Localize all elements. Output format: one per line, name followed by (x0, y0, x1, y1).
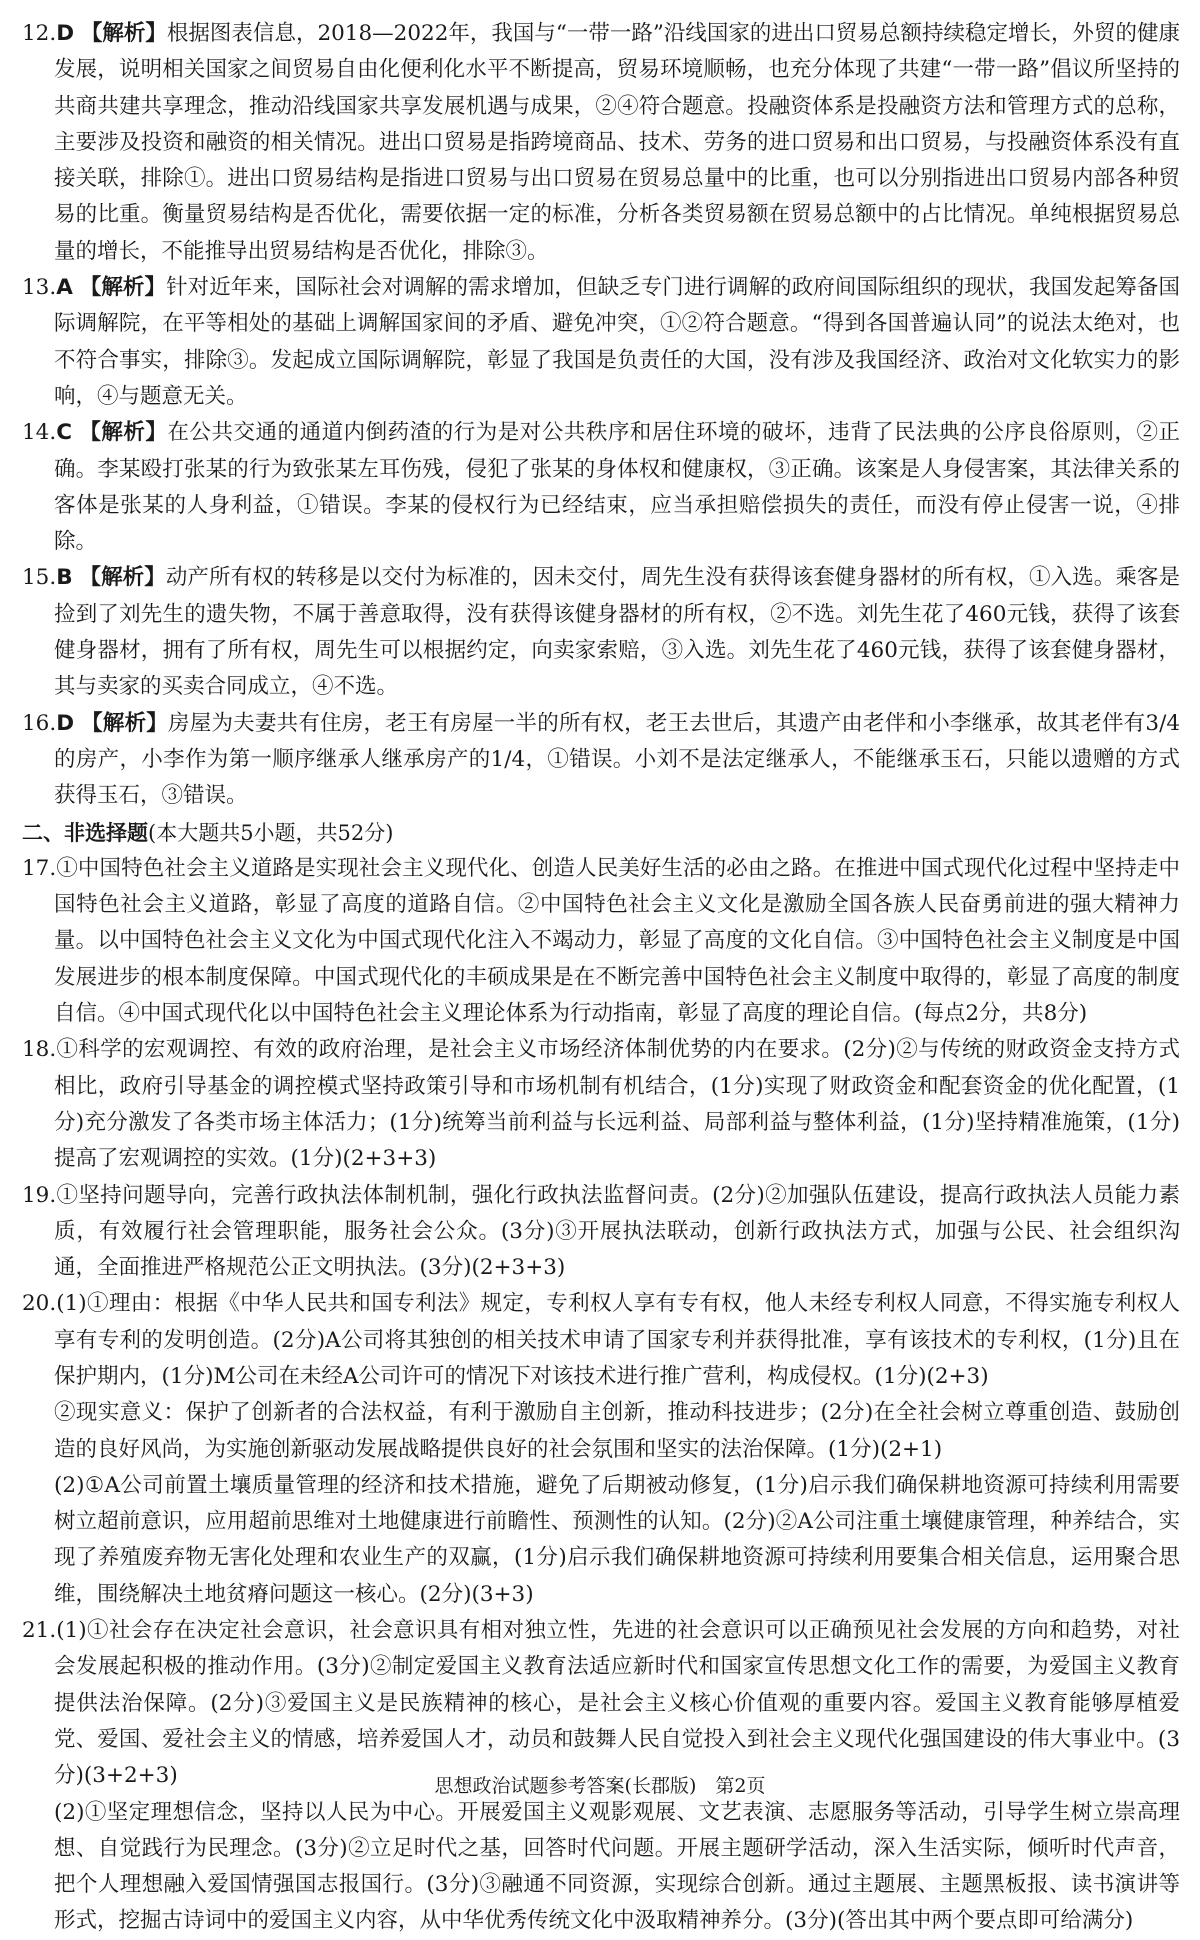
analysis-tag: 【解析】 (79, 275, 167, 301)
analysis-tag: 【解析】 (79, 565, 166, 591)
essay-answer-19 (22, 1178, 1180, 1287)
essay-answer-17 (22, 851, 1180, 1032)
answer-letter: C (56, 420, 72, 446)
answer-item-12 (22, 16, 1180, 270)
item-number: 14. (22, 420, 57, 446)
answer-text: ①中国特色社会主义道路是实现社会主义现代化、创造人民美好生活的必由之路。在推进中国式现代化过程中坚持走中国特色社会主义道路，彰显了高度的道路自信。②中国特色社会主义文化是激励全国各族人民奋勇前进的强大精神力量。以中国特色社会主义文化为中国式现代化注入不竭动力，彰显了高度的文化自信。③中国特色社会主义制度是中国发展进步的根本制度保障。中国式现代化的丰硕成果是在不断完善中国特色社会主义制度中取得的，彰显了高度的制度自信。④中国式现代化以中国特色社会主义理论体系为行动指南，彰显了高度的理论自信。(每点2分，共8分) (54, 855, 1180, 1027)
item-number: 15. (22, 565, 57, 591)
item-number: 20. (22, 1291, 57, 1317)
section-title: 二、非选择题 (22, 820, 148, 845)
answer-text: ①坚持问题导向，完善行政执法体制机制，强化行政执法监督问责。(2分)②加强队伍建设，提高行政执法人员能力素质，有效履行社会管理职能，服务社会公众。(3分)③开展执法联动，创新行政执法方式，加强与公民、社会组织沟通，全面推进严格规范公正文明执法。(3分)(2+3+3) (54, 1182, 1180, 1281)
answer-paragraph: (2)①坚定理想信念，坚持以人民为中心。开展爱国主义观影观展、文艺表演、志愿服务等活动，引导学生树立崇高理想、自觉践行为民理念。(3分)②立足时代之基，回答时代问题。开展主题研学活动，深入生活实际，倾听时代声音，把个人理想融入爱国情强国志报国行。(3分)③融通不同资源，实现综合创新。通过主题展、主题黑板报、读书演讲等形式，挖掘古诗词中的爱国主义内容，从中华优秀传统文化中汲取精神养分。(3分)(答出其中两个要点即可给满分) (54, 1799, 1180, 1934)
answer-item-14 (22, 415, 1180, 560)
answer-item-16 (22, 706, 1180, 815)
item-number: 12. (22, 21, 57, 46)
item-number: 17. (22, 855, 57, 881)
answer-item-15 (22, 560, 1180, 705)
answer-letter: A (56, 275, 73, 301)
analysis-tag: 【解析】 (81, 710, 169, 736)
analysis-text: 针对近年来，国际社会对调解的需求增加，但缺乏专门进行调解的政府间国际组织的现状，我国发起筹备国际调解院，在平等相处的基础上调解国家间的矛盾、避免冲突，①②符合题意。“得到各国普遍认同”的说法太绝对，也不符合事实，排除③。发起成立国际调解院，彰显了我国是负责任的大国，没有涉及我国经济、政治对文化软实力的影响，④与题意无关。 (54, 275, 1180, 409)
analysis-tag: 【解析】 (80, 21, 167, 46)
item-number: 13. (22, 275, 57, 301)
answer-page (22, 16, 1180, 1940)
analysis-text: 房屋为夫妻共有住房，老王有房屋一半的所有权，老王去世后，其遗产由老伴和小李继承，故其老伴有3/4的房产，小李作为第一顺序继承人继承房产的1/4，①错误。小刘不是法定继承人，不能继承玉石，只能以遗赠的方式获得玉石，③错误。 (54, 710, 1180, 809)
answer-paragraph: ②现实意义：保护了创新者的合法权益，有利于激励自主创新，推动科技进步；(2分)在全社会树立尊重创造、鼓励创造的良好风尚，为实施创新驱动发展战略提供良好的社会氛围和坚实的法治保障。(1分)(2+1) (54, 1400, 1180, 1462)
essay-answer-18 (22, 1032, 1180, 1177)
item-number: 16. (22, 710, 57, 736)
essay-answer-20 (22, 1286, 1180, 1613)
answer-paragraph (22, 1286, 1180, 1395)
answer-letter: B (56, 565, 73, 591)
section-heading (22, 815, 1180, 851)
item-number: 21. (22, 1618, 57, 1644)
analysis-text: 根据图表信息，2018—2022年，我国与“一带一路”沿线国家的进出口贸易总额持续稳定增长，外贸的健康发展，说明相关国家之间贸易自由化便利化水平不断提高，贸易环境顺畅，也充分体现了共建“一带一路”倡议所坚持的共商共建共享理念，推动沿线国家共享发展机遇与成果，②④符合题意。投融资体系是投融资方法和管理方式的总称，主要涉及投资和融资的相关情况。进出口贸易是指跨境商品、技术、劳务的进口贸易和出口贸易，与投融资体系没有直接关联，排除①。进出口贸易结构是指进口贸易与出口贸易在贸易总量中的比重，也可以分别指进出口贸易内部各种贸易的比重。衡量贸易结构是否优化，需要依据一定的标准，分析各类贸易额在贸易总额中的占比情况。单纯根据贸易总量的增长，不能推导出贸易结构是否优化，排除③。 (54, 21, 1180, 264)
answer-letter: D (56, 21, 75, 46)
analysis-text: 动产所有权的转移是以交付为标准的，因未交付，周先生没有获得该套健身器材的所有权，①入选。乘客是捡到了刘先生的遗失物，不属于善意取得，没有获得该健身器材的所有权，②不选。刘先生花了460元钱，获得了该套健身器材，拥有了所有权，周先生可以根据约定，向卖家索赔，③入选。刘先生花了460元钱，获得了该套健身器材，其与卖家的买卖合同成立，④不选。 (54, 565, 1180, 700)
answer-text: (1)①理由：根据《中华人民共和国专利法》规定，专利权人享有专有权，他人未经专利权人同意，不得实施专利权人享有专利的发明创造。(2分)A公司将其独创的相关技术申请了国家专利并获得批准，享有该技术的专利权，(1分)且在保护期内，(1分)M公司在未经A公司许可的情况下对该技术进行推广营利，构成侵权。(1分)(2+3) (54, 1291, 1180, 1389)
answer-text: ①科学的宏观调控、有效的政府治理，是社会主义市场经济体制优势的内在要求。(2分)②与传统的财政资金支持方式相比，政府引导基金的调控模式坚持政策引导和市场机制有机结合，(1分)实现了财政资金和配套资金的优化配置，(1分)充分激发了各类市场主体活力；(1分)统筹当前利益与长远利益、局部利益与整体利益，(1分)坚持精准施策，(1分)提高了宏观调控的实效。(1分)(2+3+3) (54, 1037, 1180, 1172)
answer-paragraph (22, 1613, 1180, 1794)
analysis-text: 在公共交通的通道内倒药渣的行为是对公共秩序和居住环境的破坏，违背了民法典的公序良俗原则，②正确。李某殴打张某的行为致张某左耳伤残，侵犯了张某的身体权和健康权，③正确。该案是人身侵害案，其法律关系的客体是张某的人身利益，①错误。李某的侵权行为已经结束，应当承担赔偿损失的责任，而没有停止侵害一说，④排除。 (54, 420, 1180, 555)
answer-text: (1)①社会存在决定社会意识，社会意识具有相对独立性，先进的社会意识可以正确预见社会发展的方向和趋势，对社会发展起积极的推动作用。(3分)②制定爱国主义教育法适应新时代和国家宣传思想文化工作的需要，为爱国主义教育提供法治保障。(2分)③爱国主义是民族精神的核心，是社会主义核心价值观的重要内容。爱国主义教育能够厚植爱党、爱国、爱社会主义的情感，培养爱国人才，动员和鼓舞人民自觉投入到社会主义现代化强国建设的伟大事业中。(3分)(3+2+3) (54, 1618, 1180, 1789)
item-number: 19. (22, 1182, 57, 1208)
analysis-tag: 【解析】 (79, 420, 168, 446)
page-footer: 思想政治试题参考答案(长郡版) 第2页 (434, 1775, 766, 1797)
answer-paragraph: (2)①A公司前置土壤质量管理的经济和技术措施，避免了后期被动修复，(1分)启示我们确保耕地资源可持续利用需要树立超前意识，应用超前思维对土地健康进行前瞻性、预测性的认知。(2分)②A公司注重土壤健康管理，种养结合，实现了养殖废弃物无害化处理和农业生产的双赢，(1分)启示我们确保耕地资源可持续利用要集合相关信息，运用聚合思维，围绕解决土地贫瘠问题这一核心。(2分)(3+3) (54, 1472, 1180, 1607)
item-number: 18. (22, 1037, 57, 1063)
answer-item-13 (22, 270, 1180, 415)
answer-letter: D (56, 710, 75, 736)
section-note: (本大题共5小题，共52分) (148, 820, 394, 845)
